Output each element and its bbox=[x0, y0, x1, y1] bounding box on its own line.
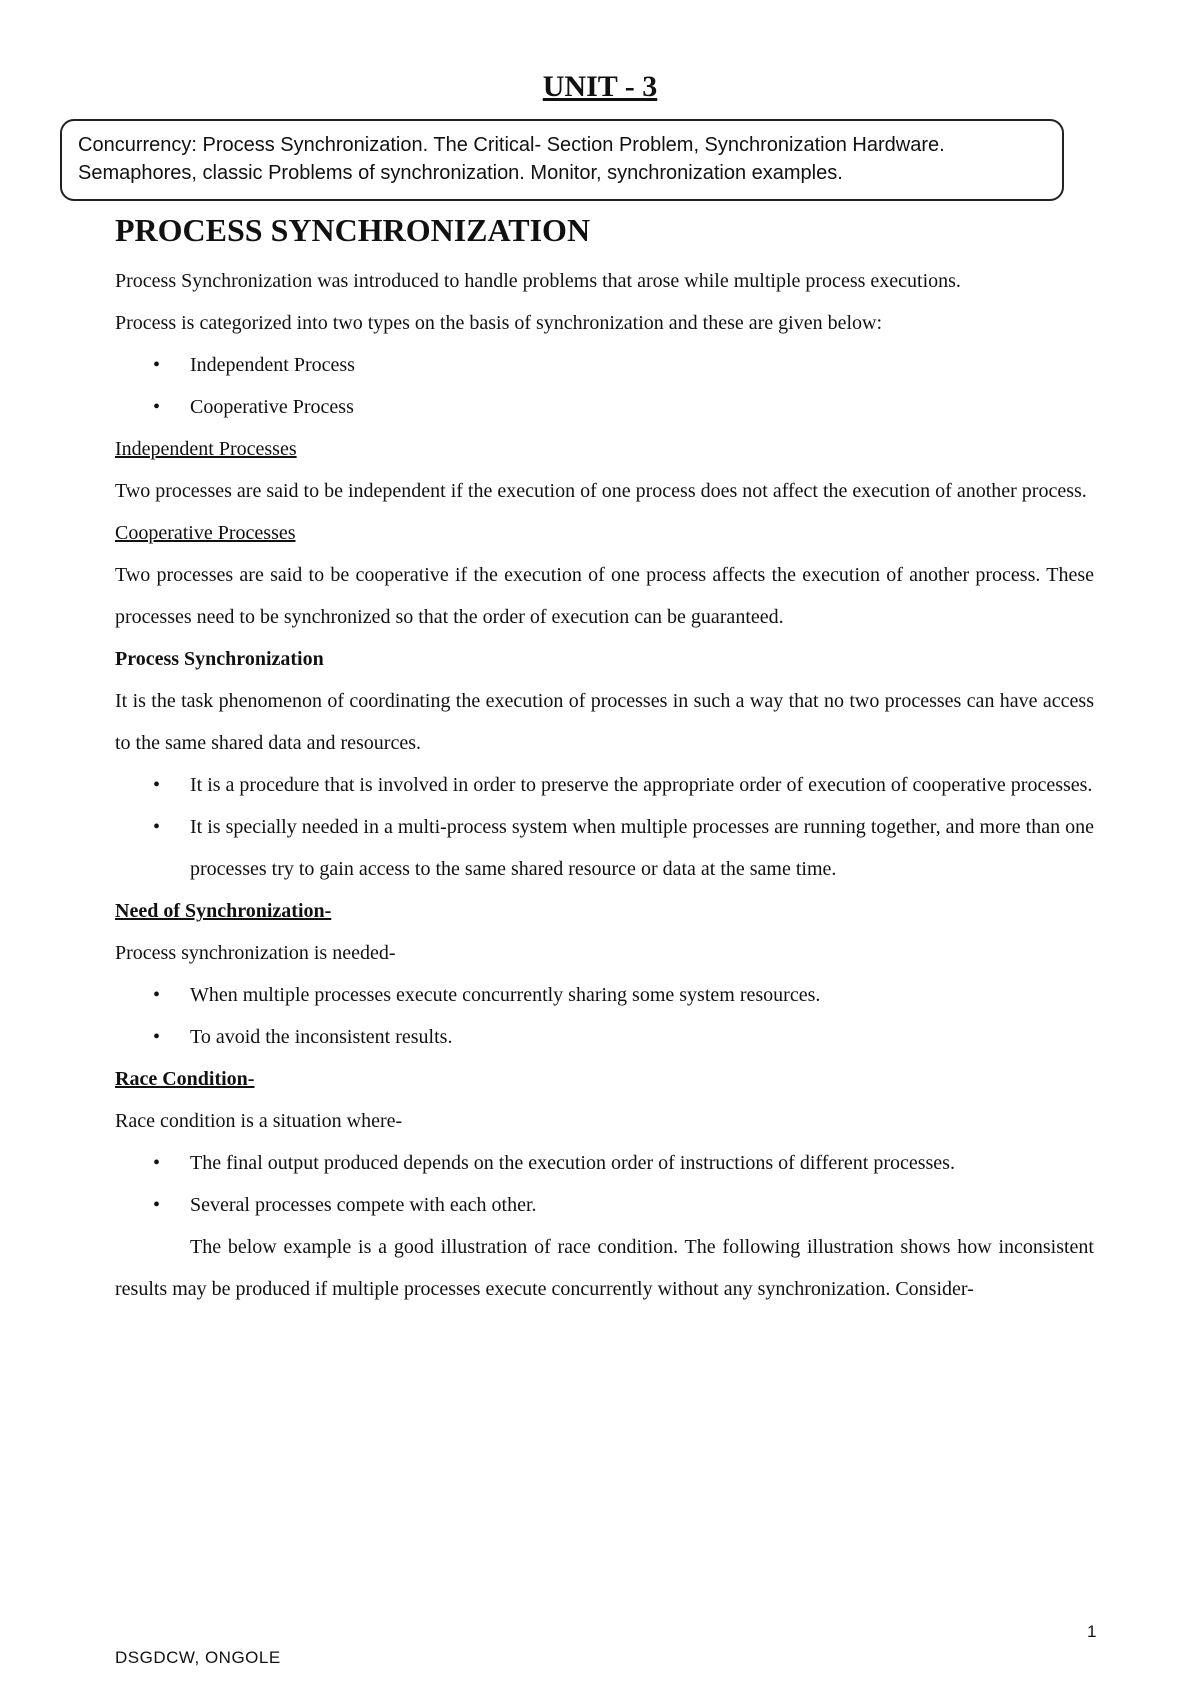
list-item: • It is specially needed in a multi-process system when multiple processes are running together, and more than one processes try to gain access to the same shared resource or data at the same time. bbox=[115, 806, 1094, 890]
intro-paragraph: Process Synchronization was introduced to handle problems that arose while multiple process executions. bbox=[115, 270, 961, 292]
bullet-icon: • bbox=[153, 984, 161, 1006]
need-paragraph: Process synchronization is needed- bbox=[115, 942, 396, 964]
page-title: PROCESS SYNCHRONIZATION bbox=[115, 212, 591, 248]
list-item: • Cooperative Process bbox=[115, 386, 1094, 428]
bullet-icon: • bbox=[153, 1026, 161, 1048]
page-number: 1 bbox=[1087, 1622, 1097, 1641]
independent-heading: Independent Processes bbox=[115, 438, 297, 460]
bullet-icon: • bbox=[153, 354, 161, 376]
independent-paragraph: Two processes are said to be independent if the execution of one process does not affect the execution of another process. bbox=[115, 480, 1087, 502]
syllabus-box bbox=[60, 119, 1064, 201]
bullet-icon: • bbox=[153, 774, 161, 796]
list-item: • Independent Process bbox=[115, 344, 1094, 386]
cooperative-heading: Cooperative Processes bbox=[115, 522, 296, 544]
list-item: • Several processes compete with each other. bbox=[115, 1184, 1094, 1226]
race-paragraph: Race condition is a situation where- bbox=[115, 1110, 403, 1132]
syllabus-line: Concurrency: Process Synchronization. The Critical- Section Problem, Synchronization Hardware. bbox=[78, 134, 945, 156]
document-body bbox=[115, 208, 1094, 1310]
bullet-icon: • bbox=[153, 1194, 161, 1216]
footer-institution: DSGDCW, ONGOLE bbox=[115, 1648, 281, 1667]
bullet-icon: • bbox=[153, 1152, 161, 1174]
race-heading: Race Condition- bbox=[115, 1068, 255, 1090]
cooperative-paragraph: Two processes are said to be cooperative if the execution of one process affects the execution of another process. These processes need to be synchronized so that the order of execution can be guaranteed. bbox=[115, 564, 1094, 628]
process-types-list bbox=[115, 344, 1094, 428]
list-item: • When multiple processes execute concurrently sharing some system resources. bbox=[115, 974, 1094, 1016]
bullet-icon: • bbox=[153, 816, 161, 838]
race-list bbox=[115, 1142, 1094, 1226]
list-item: • The final output produced depends on the execution order of instructions of different processes. bbox=[115, 1142, 1094, 1184]
categorized-paragraph: Process is categorized into two types on the basis of synchronization and these are given below: bbox=[115, 312, 883, 334]
syllabus-line: Semaphores, classic Problems of synchronization. Monitor, synchronization examples. bbox=[78, 162, 843, 184]
process-sync-list bbox=[115, 764, 1094, 890]
race-example-paragraph: The below example is a good illustration of race condition. The following illustration shows how inconsistent results may be produced if multiple processes execute concurrently without any synchronization. Consider- bbox=[115, 1236, 1094, 1300]
need-list bbox=[115, 974, 1094, 1058]
list-item: • To avoid the inconsistent results. bbox=[115, 1016, 1094, 1058]
unit-title: UNIT - 3 bbox=[542, 70, 658, 103]
list-item: • It is a procedure that is involved in order to preserve the appropriate order of execution of cooperative processes. bbox=[115, 764, 1094, 806]
process-sync-heading: Process Synchronization bbox=[115, 648, 324, 670]
bullet-icon: • bbox=[153, 396, 161, 418]
need-heading: Need of Synchronization- bbox=[115, 900, 332, 922]
process-sync-paragraph: It is the task phenomenon of coordinating the execution of processes in such a way that no two processes can have access to the same shared data and resources. bbox=[115, 690, 1094, 754]
